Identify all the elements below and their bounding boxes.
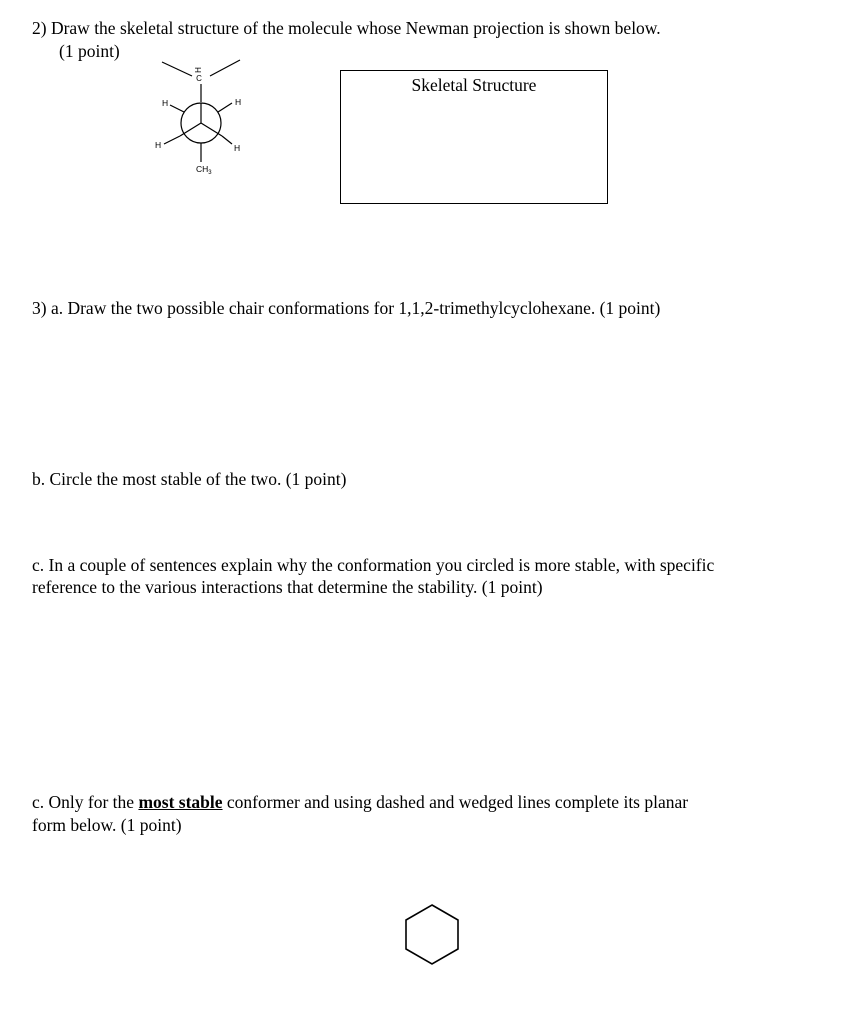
newman-label-top-c: C	[196, 74, 202, 83]
q3-part-b: b. Circle the most stable of the two. (1 point)	[32, 469, 347, 489]
newman-label-top-h: H	[194, 67, 203, 73]
newman-label-bottom	[196, 164, 212, 176]
newman-bond-back-lower-left	[164, 136, 180, 144]
newman-bond-front-lower-right	[201, 123, 222, 136]
newman-bond-top-left	[162, 62, 192, 76]
newman-bond-back-upper-left	[170, 105, 184, 112]
newman-label-bottom-ch: CH	[196, 164, 209, 174]
q3-part-d-prefix: c. Only for the	[32, 792, 139, 812]
newman-label-upper-right: H	[235, 97, 242, 107]
newman-bond-back-lower-right	[222, 136, 232, 144]
newman-label-upper-left: H	[162, 98, 169, 108]
skeletal-structure-answer-box[interactable]	[340, 70, 608, 204]
newman-bond-top-right	[210, 60, 240, 76]
q3-part-d-line1	[32, 791, 688, 813]
q3-part-c-line1: c. In a couple of sentences explain why the conformation you circled is more stable, with specific	[32, 555, 715, 575]
newman-bond-back-upper-right	[218, 103, 232, 112]
cyclohexane-ring	[406, 905, 458, 964]
q2-points: (1 point)	[59, 41, 120, 61]
newman-label-bottom-sub: 3	[208, 170, 212, 176]
answer-box-title: Skeletal Structure	[411, 75, 537, 95]
q3-part-d-line2: form below. (1 point)	[32, 815, 182, 835]
q3-part-d-emphasis: most stable	[138, 792, 223, 812]
q3-part-c-line2: reference to the various interactions that determine the stability. (1 point)	[32, 577, 543, 597]
q3-part-d-suffix: conformer and using dashed and wedged lines complete its planar	[222, 792, 689, 812]
q3-part-a: 3) a. Draw the two possible chair conformations for 1,1,2-trimethylcyclohexane. (1 point)	[32, 298, 661, 318]
newman-label-lower-left: H	[155, 140, 162, 150]
cyclohexane-hexagon	[400, 902, 464, 968]
q2-prompt: 2) Draw the skeletal structure of the molecule whose Newman projection is shown below.	[32, 18, 661, 38]
newman-label-lower-right: H	[234, 143, 241, 153]
newman-projection	[140, 52, 260, 182]
newman-bond-front-lower-left	[180, 123, 201, 136]
